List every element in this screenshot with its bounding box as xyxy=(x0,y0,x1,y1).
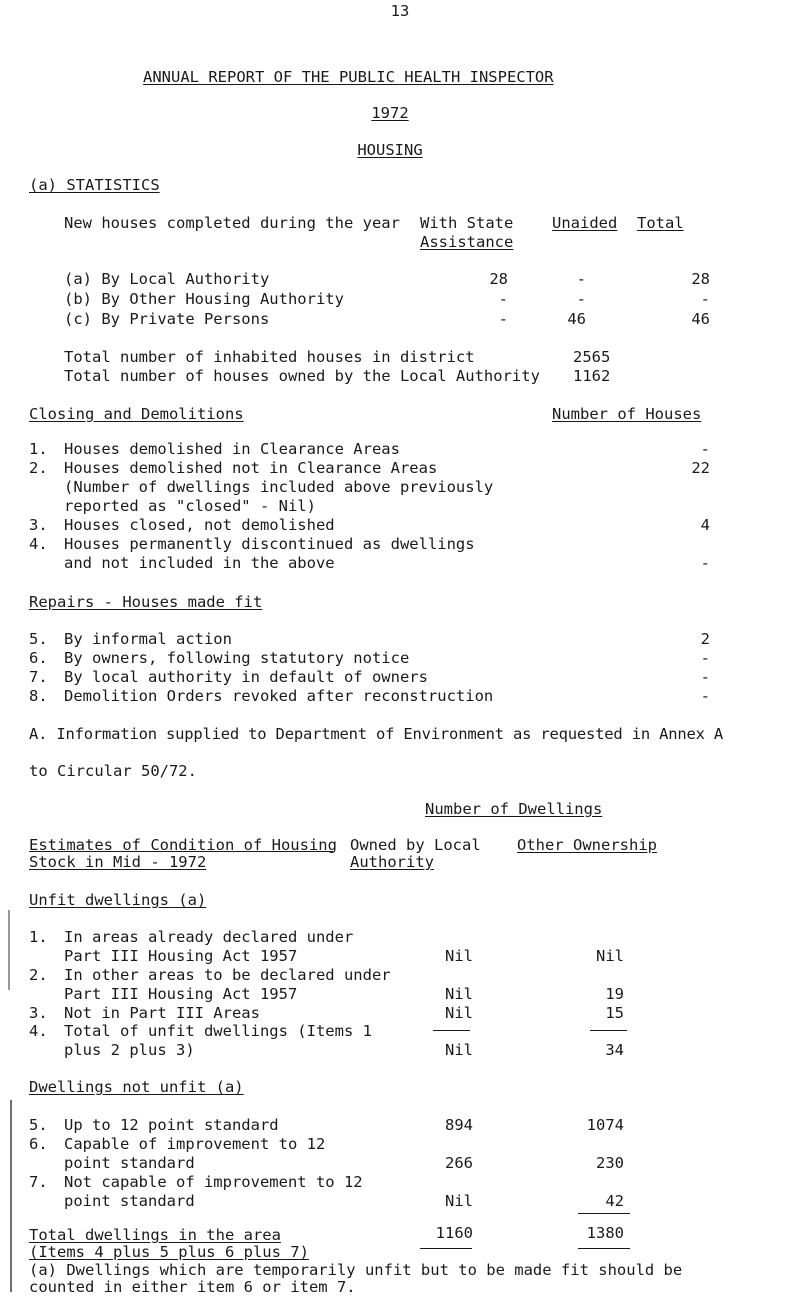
unfit-item-owned: Nil xyxy=(445,947,473,965)
repairs-item-text: By local authority in default of owners xyxy=(64,668,428,686)
annex-intro-line2: to Circular 50/72. xyxy=(29,762,197,780)
closing-item-text: Houses permanently discontinued as dwellings xyxy=(64,535,475,553)
repairs-item-num: 5. xyxy=(29,630,48,648)
closing-item-num: 3. xyxy=(29,516,48,534)
total-rule-other-top xyxy=(578,1213,630,1214)
closing-col-heading: Number of Houses xyxy=(552,405,702,423)
unfit-item-text: Part III Housing Act 1957 xyxy=(64,985,298,1003)
page-number: 13 xyxy=(390,2,410,20)
unfit-heading: Unfit dwellings (a) xyxy=(29,891,207,909)
notunfit-item-num: 7. xyxy=(29,1173,48,1191)
repairs-item-value: - xyxy=(700,668,710,686)
notunfit-item-text: point standard xyxy=(64,1192,195,1210)
estimates-heading-line1: Estimates of Condition of Housing xyxy=(29,836,337,854)
total-rule-other xyxy=(578,1248,630,1249)
closing-heading: Closing and Demolitions xyxy=(29,405,244,423)
owned-by-local-line1: Owned by Local xyxy=(350,836,481,854)
unfit-item-owned: Nil xyxy=(445,1004,473,1022)
scan-margin-mark xyxy=(10,1100,12,1292)
notunfit-item-other: 42 xyxy=(605,1192,624,1210)
footnote-line2: counted in either item 6 or item 7. xyxy=(29,1278,356,1296)
closing-item-num: 2. xyxy=(29,459,48,477)
stat-row-label: (a) By Local Authority xyxy=(64,270,270,288)
closing-item-num: 4. xyxy=(29,535,48,553)
closing-item-value: - xyxy=(700,554,710,572)
unfit-item-num: 2. xyxy=(29,966,48,984)
stat-row-unaided: 46 xyxy=(567,310,586,328)
subtotal-rule-owned xyxy=(433,1030,470,1031)
repairs-heading: Repairs - Houses made fit xyxy=(29,593,263,611)
owned-value: 1162 xyxy=(573,367,611,385)
unfit-item-text: plus 2 plus 3) xyxy=(64,1041,195,1059)
repairs-item-value: - xyxy=(700,687,710,705)
estimates-heading-line2: Stock in Mid - 1972 xyxy=(29,853,207,871)
repairs-item-text: Demolition Orders revoked after reconstruction xyxy=(64,687,494,705)
stat-row-label: (b) By Other Housing Authority xyxy=(64,290,344,308)
repairs-item-text: By owners, following statutory notice xyxy=(64,649,410,667)
stat-row-label: (c) By Private Persons xyxy=(64,310,270,328)
closing-item-text: Houses closed, not demolished xyxy=(64,516,335,534)
stat-row-total: - xyxy=(700,290,710,308)
unfit-item-num: 4. xyxy=(29,1022,48,1040)
not-unfit-heading: Dwellings not unfit (a) xyxy=(29,1078,244,1096)
subtotal-rule-other xyxy=(590,1030,627,1031)
closing-item-text: Houses demolished not in Clearance Areas xyxy=(64,459,438,477)
repairs-item-num: 8. xyxy=(29,687,48,705)
statistics-heading: (a) STATISTICS xyxy=(29,176,160,194)
total-owned-value: 1160 xyxy=(435,1224,473,1242)
inhabited-value: 2565 xyxy=(573,348,611,366)
notunfit-item-text: Not capable of improvement to 12 xyxy=(64,1173,363,1191)
col-state-line2: Assistance xyxy=(420,233,514,251)
scan-margin-mark xyxy=(8,910,10,990)
unfit-item-other: 19 xyxy=(605,985,624,1003)
col-total: Total xyxy=(637,214,684,232)
notunfit-item-other: 1074 xyxy=(586,1116,624,1134)
stat-row-unaided: - xyxy=(576,290,586,308)
total-other-value: 1380 xyxy=(586,1224,624,1242)
owned-by-local-line2: Authority xyxy=(350,853,434,871)
closing-item-text: and not included in the above xyxy=(64,554,335,572)
footnote-line1: (a) Dwellings which are temporarily unfit but to be made fit should be xyxy=(29,1261,683,1279)
unfit-item-num: 1. xyxy=(29,928,48,946)
notunfit-item-num: 5. xyxy=(29,1116,48,1134)
repairs-item-text: By informal action xyxy=(64,630,232,648)
closing-item-num: 1. xyxy=(29,440,48,458)
total-dwellings-items: (Items 4 plus 5 plus 6 plus 7) xyxy=(29,1243,309,1261)
closing-item-text: reported as "closed" - Nil) xyxy=(64,497,316,515)
repairs-item-num: 7. xyxy=(29,668,48,686)
unfit-item-text: In other areas to be declared under xyxy=(64,966,391,984)
annex-intro-line1: A. Information supplied to Department of Environment as requested in Annex A xyxy=(29,725,724,743)
closing-item-text: Houses demolished in Clearance Areas xyxy=(64,440,400,458)
stat-row-total: 46 xyxy=(691,310,710,328)
notunfit-item-owned: 266 xyxy=(445,1154,473,1172)
notunfit-item-num: 6. xyxy=(29,1135,48,1153)
other-ownership-heading: Other Ownership xyxy=(517,836,657,854)
notunfit-item-owned: Nil xyxy=(445,1192,473,1210)
closing-item-value: - xyxy=(700,440,710,458)
notunfit-item-text: Capable of improvement to 12 xyxy=(64,1135,326,1153)
unfit-item-owned: Nil xyxy=(445,985,473,1003)
unfit-item-text: Part III Housing Act 1957 xyxy=(64,947,298,965)
number-dwellings-heading: Number of Dwellings xyxy=(425,800,603,818)
unfit-item-text: In areas already declared under xyxy=(64,928,354,946)
new-houses-label: New houses completed during the year xyxy=(64,214,400,232)
col-state-line1: With State xyxy=(420,214,514,232)
repairs-item-value: 2 xyxy=(700,630,710,648)
owned-label: Total number of houses owned by the Local Authority xyxy=(64,367,540,385)
notunfit-item-other: 230 xyxy=(596,1154,624,1172)
section-heading: HOUSING xyxy=(357,141,423,159)
notunfit-item-owned: 894 xyxy=(445,1116,473,1134)
stat-row-total: 28 xyxy=(691,270,710,288)
closing-item-value: 22 xyxy=(691,459,710,477)
unfit-item-other: Nil xyxy=(596,947,624,965)
unfit-item-text: Total of unfit dwellings (Items 1 xyxy=(64,1022,372,1040)
stat-row-unaided: - xyxy=(576,270,586,288)
total-rule-owned xyxy=(420,1248,472,1249)
inhabited-label: Total number of inhabited houses in district xyxy=(64,348,475,366)
closing-item-value: 4 xyxy=(700,516,710,534)
report-title: ANNUAL REPORT OF THE PUBLIC HEALTH INSPECTOR xyxy=(143,68,554,86)
total-dwellings-label: Total dwellings in the area xyxy=(29,1226,281,1244)
report-year: 1972 xyxy=(371,104,409,122)
unfit-item-owned: Nil xyxy=(445,1041,473,1059)
notunfit-item-text: point standard xyxy=(64,1154,195,1172)
repairs-item-num: 6. xyxy=(29,649,48,667)
notunfit-item-text: Up to 12 point standard xyxy=(64,1116,279,1134)
unfit-item-other: 34 xyxy=(605,1041,624,1059)
stat-row-state: 28 xyxy=(489,270,508,288)
unfit-item-other: 15 xyxy=(605,1004,624,1022)
stat-row-state: - xyxy=(498,290,508,308)
col-unaided: Unaided xyxy=(552,214,618,232)
estimates-heading-rule xyxy=(29,851,333,852)
unfit-item-num: 3. xyxy=(29,1004,48,1022)
unfit-item-text: Not in Part III Areas xyxy=(64,1004,260,1022)
closing-item-text: (Number of dwellings included above previously xyxy=(64,478,494,496)
repairs-item-value: - xyxy=(700,649,710,667)
stat-row-state: - xyxy=(498,310,508,328)
